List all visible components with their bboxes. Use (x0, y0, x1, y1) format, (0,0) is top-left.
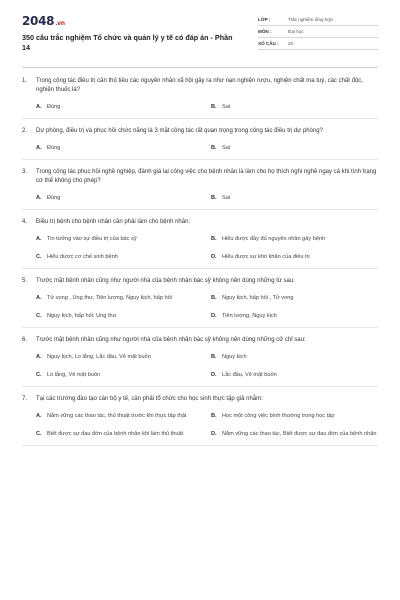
question-row (22, 395, 378, 404)
option-text: Sai (222, 104, 231, 110)
answer-options (36, 412, 378, 438)
option-text: Sai (222, 145, 231, 151)
option-letter: A. (36, 413, 42, 419)
option-letter: C. (36, 372, 42, 378)
question-row (22, 168, 378, 186)
option-letter: B. (211, 104, 217, 110)
option-letter: D. (211, 254, 217, 260)
question-row (22, 77, 378, 95)
answer-option[interactable] (36, 194, 211, 202)
meta-value: Trắc nghiệm tổng hợp (288, 17, 333, 22)
question-row (22, 336, 378, 345)
answer-option[interactable] (36, 371, 211, 379)
answer-option[interactable] (211, 194, 386, 202)
option-text: Nắm vững các thao tác, Biết được sự đau đớn của bệnh nhân (222, 431, 377, 437)
option-letter: D. (211, 313, 217, 319)
option-text: Tử vong , Ung thư, Tiên lượng, Nguy kịch, hấp hối (47, 295, 172, 301)
answer-option[interactable] (211, 103, 386, 111)
answer-option[interactable] (211, 412, 386, 420)
answer-option[interactable] (36, 412, 211, 420)
option-letter: D. (211, 372, 217, 378)
question-text: Trước mặt bệnh nhân cũng như người nhà của bệnh nhân bác sỹ không nên dùng những từ sau: (36, 278, 295, 284)
question-item (22, 395, 378, 446)
answer-option[interactable] (36, 353, 211, 361)
option-text: Đúng (47, 195, 61, 201)
question-text: Trước mặt bệnh nhân cũng như người nhà của bệnh nhân bác sỹ không nên dùng những cử chỉ sau: (36, 337, 306, 343)
answer-option[interactable] (211, 253, 386, 261)
question-number: 2. (22, 128, 28, 134)
option-letter: A. (36, 104, 42, 110)
question-number: 5. (22, 278, 28, 284)
question-item (22, 218, 378, 269)
question-number: 7. (22, 396, 28, 402)
meta-row (258, 14, 378, 26)
question-text: Dự phòng, điều trị và phục hồi chức năng là 3 mặt công tác rất quan trọng trong công tác điều trị dự phòng? (36, 128, 323, 134)
question-text: Điều trị bệnh cho bệnh nhân cần phải làm cho bệnh nhân: (36, 219, 191, 225)
answer-options (36, 235, 378, 261)
site-logo[interactable] (22, 14, 237, 28)
meta-label: LỚP : (258, 17, 271, 22)
answer-option[interactable] (211, 371, 386, 379)
question-list (22, 77, 378, 446)
question-item (22, 336, 378, 387)
option-letter: D. (211, 431, 217, 437)
question-number: 1. (22, 78, 28, 84)
option-text: Hiểu được cơ chế sinh bệnh (47, 254, 118, 260)
answer-options (36, 194, 378, 202)
option-text: Hiểu được đầy đủ nguyên nhân gây bệnh (222, 236, 326, 242)
option-text: Đúng (47, 104, 61, 110)
question-row (22, 218, 378, 227)
question-item (22, 277, 378, 328)
question-row (22, 277, 378, 286)
question-item (22, 168, 378, 210)
question-number: 4. (22, 219, 28, 225)
logo-main: 2048 (22, 14, 55, 28)
option-letter: C. (36, 254, 42, 260)
option-letter: A. (36, 195, 42, 201)
option-letter: A. (36, 354, 42, 360)
option-letter: C. (36, 313, 42, 319)
answer-options (36, 144, 378, 152)
answer-option[interactable] (211, 144, 386, 152)
meta-value: Đại học (288, 29, 304, 34)
answer-option[interactable] (36, 430, 211, 438)
option-text: Tiên lượng, Nguy kịch (222, 313, 277, 319)
option-text: Nguy kịch (222, 354, 247, 360)
answer-option[interactable] (211, 312, 386, 320)
document-title: 350 câu trắc nghiệm Tổ chức và quản lý y tế có đáp án - Phần 14 (22, 33, 233, 52)
answer-option[interactable] (211, 294, 386, 302)
option-letter: C. (36, 431, 42, 437)
option-text: Nắm vững các thao tác, thủ thuật trước khi thực tập thật (47, 413, 187, 419)
meta-value: 20 (288, 41, 294, 46)
option-text: Nguy kịch, hấp hối, Ung thư (47, 313, 117, 319)
option-text: Đúng (47, 145, 61, 151)
answer-options (36, 294, 378, 320)
question-text: Tại các trường đào tạo cán bộ y tế, cần phải tổ chức cho học sinh thực tập giả nhằm: (36, 396, 263, 402)
answer-option[interactable] (211, 430, 386, 438)
question-number: 3. (22, 169, 28, 175)
option-letter: B. (211, 236, 217, 242)
option-letter: A. (36, 236, 42, 242)
question-item (22, 127, 378, 160)
option-text: Lo lắng, Vẻ mặt buồn (47, 372, 101, 378)
option-text: Tin tưởng vào sự điều trị của bác sỹ (47, 236, 137, 242)
document-meta (258, 14, 378, 50)
question-row (22, 127, 378, 136)
answer-option[interactable] (36, 235, 211, 243)
meta-label: MÔN : (258, 29, 272, 34)
logo-tld: .vn (55, 20, 65, 27)
question-text: Trong công tác phục hồi nghề nghiệp, đánh giá lại công việc cho bệnh nhân là làm cho họ thích nghi nghề ngay cả khi tình trạng cơ thể không cho phép? (36, 169, 377, 184)
option-letter: A. (36, 145, 42, 151)
meta-row (258, 26, 378, 38)
answer-option[interactable] (211, 353, 386, 361)
option-text: Biết được sự đau đớn của bệnh nhân khi làm thủ thuật (47, 431, 184, 437)
option-text: Nguy kịch, hấp hối , Tử vong (222, 295, 294, 301)
question-item (22, 77, 378, 119)
option-letter: B. (211, 195, 217, 201)
answer-option[interactable] (36, 312, 211, 320)
header-left (22, 14, 237, 53)
option-letter: A. (36, 295, 42, 301)
option-text: Lắc đầu, Vẻ mặt buồn (222, 372, 277, 378)
header-divider (22, 67, 378, 68)
answer-option[interactable] (36, 103, 211, 111)
answer-options (36, 103, 378, 111)
option-letter: B. (211, 295, 217, 301)
option-letter: B. (211, 413, 217, 419)
question-number: 6. (22, 337, 28, 343)
option-text: Sai (222, 195, 231, 201)
answer-options (36, 353, 378, 379)
answer-option[interactable] (36, 144, 211, 152)
question-text: Trong công tác điều trị cần thủ tiêu các nguyên nhân xã hội gây ra như nạn nghiện rượu, nghiện chất ma tuý, các chất độc, nghiện thuốc lá? (36, 78, 363, 93)
answer-option[interactable] (36, 253, 211, 261)
meta-label: SỐ CÂU : (258, 41, 279, 46)
document-header (22, 14, 378, 53)
option-letter: B. (211, 145, 217, 151)
option-letter: B. (211, 354, 217, 360)
answer-option[interactable] (36, 294, 211, 302)
option-text: Học một công việc bình thường trong học tập (222, 413, 335, 419)
option-text: Hiểu được sự khó khăn của điều trị (222, 254, 310, 260)
answer-option[interactable] (211, 235, 386, 243)
meta-row (258, 38, 378, 50)
option-text: Nguy kịch, Lo lắng, Lắc đầu, Vẻ mặt buồn (47, 354, 151, 360)
